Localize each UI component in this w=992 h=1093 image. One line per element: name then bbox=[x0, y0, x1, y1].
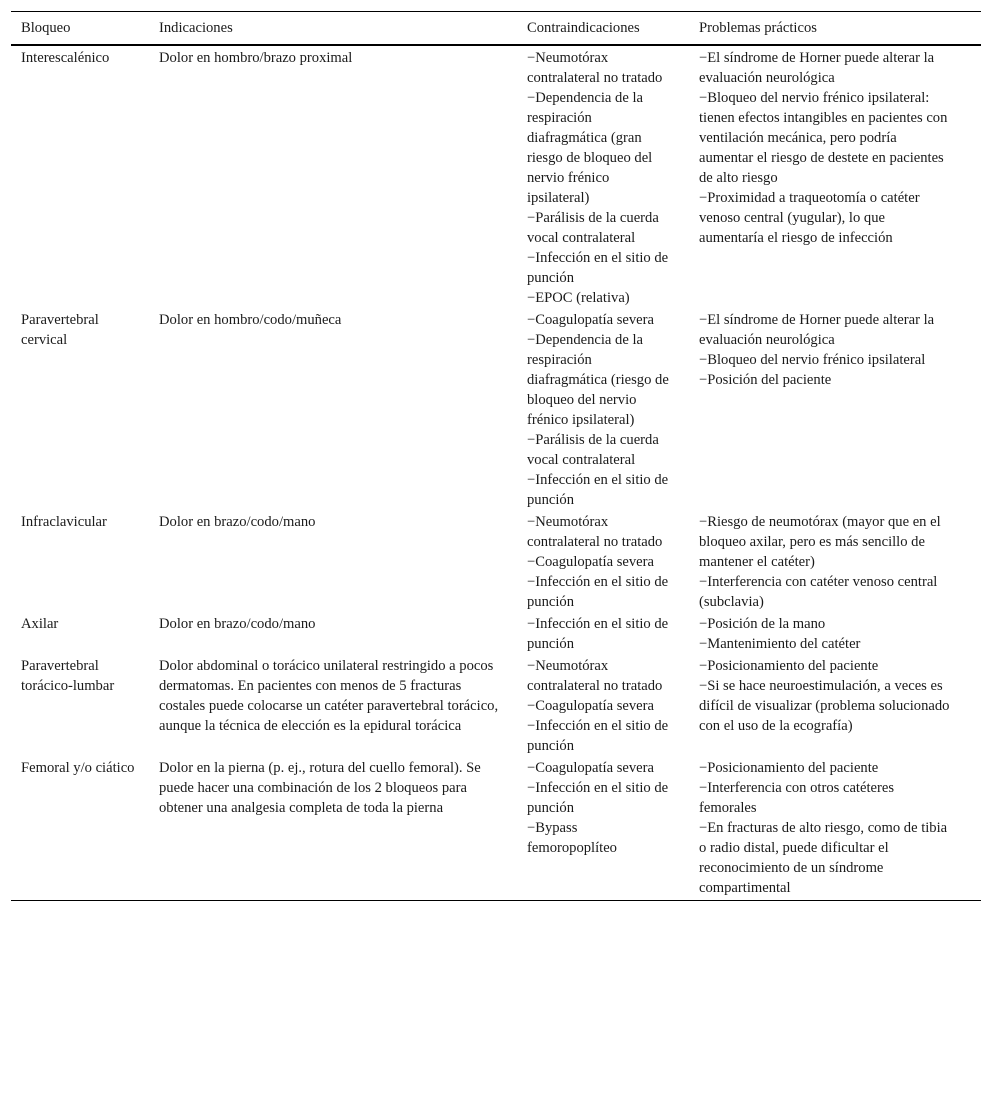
header-bloqueo: Bloqueo bbox=[21, 20, 71, 36]
problem-item: −Riesgo de neumotórax (mayor que en el bloqueo axilar, pero es más sencillo de mantener el catéter) bbox=[699, 514, 941, 570]
problem-item: −Posicionamiento del paciente bbox=[699, 658, 879, 674]
contraindication-item: −Dependencia de la respiración diafragmática (riesgo de bloqueo del nervio frénico ipsilateral) bbox=[527, 332, 669, 428]
contraindication-item: −Dependencia de la respiración diafragmática (gran riesgo de bloqueo del nervio frénico ipsilateral) bbox=[527, 90, 653, 206]
cell-problemas bbox=[689, 612, 981, 654]
problem-item: −Mantenimiento del catéter bbox=[699, 636, 861, 652]
problem-item: −El síndrome de Horner puede alterar la evaluación neurológica bbox=[699, 50, 935, 86]
problem-item: −Bloqueo del nervio frénico ipsilateral: tienen efectos intangibles en pacientes con ventilación mecánica, pero podría aumentar el riesgo de destete en pacientes de alto riesgo bbox=[699, 90, 948, 186]
contraindication-item: −Infección en el sitio de punción bbox=[527, 780, 669, 816]
contraindication-item: −Infección en el sitio de punción bbox=[527, 718, 669, 754]
table-container bbox=[11, 11, 981, 901]
cell-bloqueo: Interescalénico bbox=[21, 50, 110, 66]
contraindication-item: −Bypass femoropoplíteo bbox=[527, 820, 617, 856]
table-body bbox=[11, 45, 981, 901]
contraindication-item: −Coagulopatía severa bbox=[527, 698, 654, 714]
cell-problemas bbox=[689, 308, 981, 510]
contraindication-item: −Infección en el sitio de punción bbox=[527, 472, 669, 508]
cell-contraindicaciones bbox=[517, 612, 689, 654]
problem-item: −Posición del paciente bbox=[699, 372, 832, 388]
contraindication-item: −Neumotórax contralateral no tratado bbox=[527, 514, 663, 550]
header-indicaciones: Indicaciones bbox=[159, 20, 233, 36]
problem-item: −El síndrome de Horner puede alterar la evaluación neurológica bbox=[699, 312, 935, 348]
contraindication-item: −Neumotórax contralateral no tratado bbox=[527, 50, 663, 86]
table-row bbox=[11, 45, 981, 308]
cell-contraindicaciones bbox=[517, 510, 689, 612]
contraindication-item: −Infección en el sitio de punción bbox=[527, 250, 669, 286]
header-row bbox=[11, 12, 981, 46]
table-row bbox=[11, 654, 981, 756]
contraindication-item: −Coagulopatía severa bbox=[527, 312, 654, 328]
cell-indicaciones: Dolor en hombro/codo/muñeca bbox=[159, 312, 342, 328]
cell-problemas bbox=[689, 756, 981, 901]
cell-contraindicaciones bbox=[517, 308, 689, 510]
problem-item: −Posición de la mano bbox=[699, 616, 826, 632]
cell-bloqueo: Femoral y/o ciático bbox=[21, 760, 135, 776]
table-row bbox=[11, 612, 981, 654]
problem-item: −Interferencia con otros catéteres femorales bbox=[699, 780, 894, 816]
cell-indicaciones: Dolor abdominal o torácico unilateral restringido a pocos dermatomas. En pacientes con menos de 5 fracturas costales puede colocarse un catéter paravertebral torácico, aunque la técnica de elección es la epidural torácica bbox=[159, 658, 499, 734]
cell-contraindicaciones bbox=[517, 654, 689, 756]
problem-item: −Si se hace neuroestimulación, a veces es difícil de visualizar (problema solucionado con el uso de la ecografía) bbox=[699, 678, 950, 734]
table-row bbox=[11, 756, 981, 901]
problem-item: −Bloqueo del nervio frénico ipsilateral bbox=[699, 352, 926, 368]
table-header bbox=[11, 12, 981, 46]
contraindication-item: −Parálisis de la cuerda vocal contralateral bbox=[527, 432, 659, 468]
cell-bloqueo: Infraclavicular bbox=[21, 514, 107, 530]
cell-problemas bbox=[689, 654, 981, 756]
cell-problemas bbox=[689, 45, 981, 308]
nerve-block-table bbox=[11, 11, 981, 901]
cell-bloqueo: Axilar bbox=[21, 616, 59, 632]
problem-item: −Proximidad a traqueotomía o catéter venoso central (yugular), lo que aumentaría el riesgo de infección bbox=[699, 190, 920, 246]
cell-indicaciones: Dolor en brazo/codo/mano bbox=[159, 514, 316, 530]
problem-item: −En fracturas de alto riesgo, como de tibia o radio distal, puede dificultar el reconocimiento de un síndrome compartimental bbox=[699, 820, 948, 896]
cell-problemas bbox=[689, 510, 981, 612]
contraindication-item: −Parálisis de la cuerda vocal contralateral bbox=[527, 210, 659, 246]
contraindication-item: −Coagulopatía severa bbox=[527, 554, 654, 570]
header-problemas: Problemas prácticos bbox=[699, 20, 817, 36]
problem-item: −Posicionamiento del paciente bbox=[699, 760, 879, 776]
cell-bloqueo: Paravertebral torácico-lumbar bbox=[21, 658, 115, 694]
cell-bloqueo: Paravertebral cervical bbox=[21, 312, 99, 348]
contraindication-item: −Infección en el sitio de punción bbox=[527, 574, 669, 610]
cell-contraindicaciones bbox=[517, 45, 689, 308]
contraindication-item: −EPOC (relativa) bbox=[527, 290, 630, 306]
table-row bbox=[11, 510, 981, 612]
cell-indicaciones: Dolor en hombro/brazo proximal bbox=[159, 50, 353, 66]
cell-indicaciones: Dolor en brazo/codo/mano bbox=[159, 616, 316, 632]
contraindication-item: −Infección en el sitio de punción bbox=[527, 616, 669, 652]
contraindication-item: −Neumotórax contralateral no tratado bbox=[527, 658, 663, 694]
contraindication-item: −Coagulopatía severa bbox=[527, 760, 654, 776]
problem-item: −Interferencia con catéter venoso central (subclavia) bbox=[699, 574, 938, 610]
cell-indicaciones: Dolor en la pierna (p. ej., rotura del cuello femoral). Se puede hacer una combinación de los 2 bloqueos para obtener una analgesia completa de toda la pierna bbox=[159, 760, 481, 816]
cell-contraindicaciones bbox=[517, 756, 689, 901]
header-contraindicaciones: Contraindicaciones bbox=[527, 20, 640, 36]
table-row bbox=[11, 308, 981, 510]
